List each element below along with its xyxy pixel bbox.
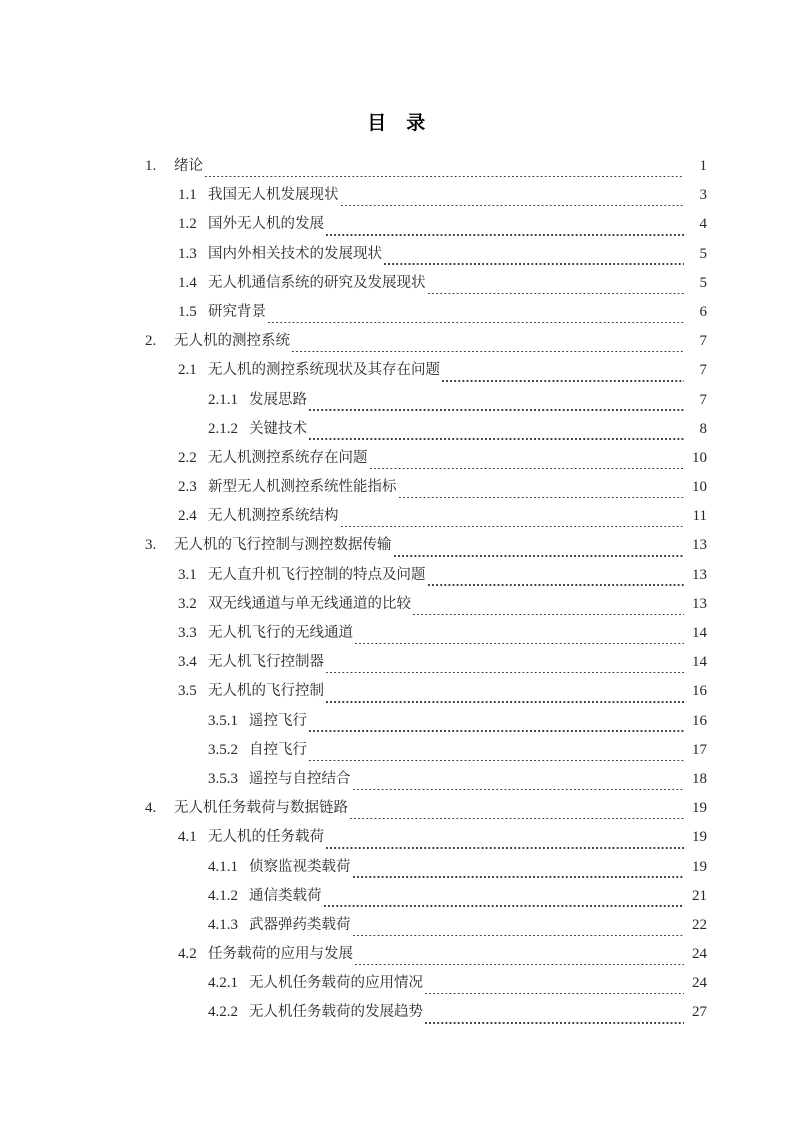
toc-leader-dots bbox=[428, 293, 685, 294]
toc-entry-page-number: 17 bbox=[692, 741, 707, 758]
toc-entry[interactable] bbox=[0, 502, 793, 531]
toc-leader-dots bbox=[309, 438, 684, 439]
toc-entry-number: 2.4 bbox=[178, 508, 197, 525]
toc-entry-label: 任务载荷的应用与发展 bbox=[208, 946, 353, 963]
toc-entry-label: 遥控飞行 bbox=[249, 712, 307, 729]
toc-entry-label: 无人机任务载荷的发展趋势 bbox=[249, 1004, 423, 1021]
toc-leader-dots bbox=[384, 263, 684, 264]
toc-entry-number: 4.1.1 bbox=[208, 858, 238, 875]
toc-entry[interactable] bbox=[0, 998, 793, 1027]
toc-entry-page-number: 1 bbox=[699, 158, 707, 174]
toc-entry[interactable] bbox=[0, 765, 793, 794]
table-of-contents bbox=[0, 152, 793, 1028]
toc-leader-dots bbox=[355, 964, 684, 965]
toc-entry-number: 1.1 bbox=[178, 187, 197, 204]
toc-entry-number: 1.3 bbox=[178, 245, 197, 262]
toc-entry[interactable] bbox=[0, 911, 793, 940]
toc-entry[interactable] bbox=[0, 940, 793, 969]
toc-entry-number: 1.4 bbox=[178, 274, 197, 291]
toc-entry-page-number: 24 bbox=[692, 975, 707, 992]
toc-entry-number: 4. bbox=[145, 800, 157, 817]
toc-entry-page-number: 13 bbox=[692, 537, 707, 554]
toc-entry-label: 通信类载荷 bbox=[249, 887, 322, 904]
toc-entry-page-number: 13 bbox=[692, 566, 707, 583]
toc-leader-dots bbox=[326, 847, 684, 848]
toc-entry-page-number: 27 bbox=[692, 1004, 707, 1021]
toc-entry-page-number: 6 bbox=[699, 303, 707, 320]
toc-entry-page-number: 19 bbox=[692, 800, 707, 817]
toc-entry-page-number: 24 bbox=[692, 946, 707, 963]
toc-entry[interactable] bbox=[0, 794, 793, 823]
toc-entry-page-number: 18 bbox=[692, 770, 707, 787]
toc-entry[interactable] bbox=[0, 823, 793, 852]
toc-entry-label: 国外无人机的发展 bbox=[208, 216, 324, 233]
toc-entry-label: 新型无人机测控系统性能指标 bbox=[208, 479, 397, 496]
toc-entry-label: 无人机的飞行控制 bbox=[208, 683, 324, 700]
toc-entry-page-number: 19 bbox=[692, 858, 707, 875]
page-title: 目 录 bbox=[367, 113, 426, 134]
toc-entry-label: 无人机的测控系统现状及其存在问题 bbox=[208, 362, 440, 379]
toc-entry[interactable] bbox=[0, 152, 793, 181]
toc-entry-number: 4.1.2 bbox=[208, 887, 238, 904]
toc-leader-dots bbox=[341, 526, 685, 527]
toc-entry-label: 无人机的任务载荷 bbox=[208, 829, 324, 846]
toc-leader-dots bbox=[326, 234, 684, 235]
toc-entry-number: 2.1 bbox=[178, 362, 197, 379]
toc-leader-dots bbox=[268, 322, 684, 323]
toc-entry-number: 1. bbox=[145, 158, 157, 174]
toc-leader-dots bbox=[442, 380, 684, 381]
toc-entry[interactable] bbox=[0, 619, 793, 648]
toc-leader-dots bbox=[350, 818, 684, 819]
toc-entry-number: 2. bbox=[145, 333, 157, 350]
toc-leader-dots bbox=[355, 643, 684, 644]
toc-entry[interactable] bbox=[0, 736, 793, 765]
toc-leader-dots bbox=[309, 760, 684, 761]
toc-entry-label: 武器弹药类载荷 bbox=[249, 916, 351, 933]
toc-entry-page-number: 16 bbox=[692, 712, 707, 729]
toc-entry-label: 无人直升机飞行控制的特点及问题 bbox=[208, 566, 426, 583]
toc-entry-label: 双无线通道与单无线通道的比较 bbox=[208, 595, 411, 612]
toc-entry[interactable] bbox=[0, 444, 793, 473]
toc-entry-page-number: 11 bbox=[692, 508, 707, 525]
toc-entry-label: 发展思路 bbox=[249, 391, 307, 408]
toc-entry[interactable] bbox=[0, 240, 793, 269]
toc-entry-label: 无人机测控系统结构 bbox=[208, 508, 339, 525]
toc-entry-label: 无人机的测控系统 bbox=[174, 333, 290, 350]
toc-entry-number: 3.5.1 bbox=[208, 712, 238, 729]
toc-entry-number: 3.5 bbox=[178, 683, 197, 700]
toc-entry-page-number: 7 bbox=[699, 391, 707, 408]
toc-entry-number: 1.2 bbox=[178, 216, 197, 233]
toc-entry-label: 无人机任务载荷的应用情况 bbox=[249, 975, 423, 992]
toc-entry-page-number: 5 bbox=[699, 245, 707, 262]
toc-entry[interactable] bbox=[0, 473, 793, 502]
toc-entry-number: 3.2 bbox=[178, 595, 197, 612]
toc-entry-page-number: 21 bbox=[692, 887, 707, 904]
toc-entry-page-number: 4 bbox=[699, 216, 707, 233]
toc-entry-page-number: 10 bbox=[692, 449, 707, 466]
toc-entry-number: 4.2.1 bbox=[208, 975, 238, 992]
toc-entry[interactable] bbox=[0, 269, 793, 298]
toc-entry-label: 关键技术 bbox=[249, 420, 307, 437]
toc-entry[interactable] bbox=[0, 882, 793, 911]
toc-entry-number: 4.2 bbox=[178, 946, 197, 963]
toc-leader-dots bbox=[309, 409, 684, 410]
toc-entry[interactable] bbox=[0, 298, 793, 327]
toc-entry-page-number: 5 bbox=[699, 274, 707, 291]
toc-entry-label: 无人机飞行控制器 bbox=[208, 654, 324, 671]
toc-entry-label: 无人机任务载荷与数据链路 bbox=[174, 800, 348, 817]
toc-entry[interactable] bbox=[0, 677, 793, 706]
toc-entry-label: 研究背景 bbox=[208, 303, 266, 320]
toc-entry-label: 无人机飞行的无线通道 bbox=[208, 625, 353, 641]
toc-entry[interactable] bbox=[0, 853, 793, 882]
toc-entry[interactable] bbox=[0, 415, 793, 444]
toc-entry[interactable] bbox=[0, 181, 793, 210]
toc-entry-page-number: 10 bbox=[692, 479, 707, 496]
toc-entry-page-number: 22 bbox=[692, 916, 707, 933]
toc-entry-number: 2.3 bbox=[178, 479, 197, 496]
toc-entry-page-number: 7 bbox=[699, 333, 707, 350]
toc-entry[interactable] bbox=[0, 531, 793, 560]
toc-entry-number: 3.5.3 bbox=[208, 770, 238, 787]
toc-entry-page-number: 14 bbox=[692, 625, 707, 641]
toc-entry[interactable] bbox=[0, 210, 793, 239]
toc-entry-number: 1.5 bbox=[178, 303, 197, 320]
toc-leader-dots bbox=[292, 351, 684, 352]
toc-leader-dots bbox=[341, 205, 685, 206]
toc-entry-number: 4.2.2 bbox=[208, 1004, 238, 1021]
toc-leader-dots bbox=[413, 614, 684, 615]
toc-entry-number: 3. bbox=[145, 537, 157, 554]
toc-entry-label: 自控飞行 bbox=[249, 741, 307, 758]
toc-leader-dots bbox=[425, 1022, 684, 1023]
toc-entry-page-number: 7 bbox=[699, 362, 707, 379]
toc-entry[interactable] bbox=[0, 969, 793, 998]
toc-leader-dots bbox=[370, 468, 685, 469]
toc-leader-dots bbox=[205, 176, 684, 177]
toc-leader-dots bbox=[425, 993, 684, 994]
toc-entry[interactable] bbox=[0, 648, 793, 677]
toc-entry-label: 无人机的飞行控制与测控数据传输 bbox=[174, 537, 392, 554]
toc-entry-number: 2.2 bbox=[178, 449, 197, 466]
toc-entry-page-number: 8 bbox=[699, 420, 707, 437]
toc-entry-page-number: 19 bbox=[692, 829, 707, 846]
toc-entry-number: 3.5.2 bbox=[208, 741, 238, 758]
toc-entry[interactable] bbox=[0, 356, 793, 385]
toc-entry-page-number: 14 bbox=[692, 654, 707, 671]
toc-entry-number: 3.4 bbox=[178, 654, 197, 671]
toc-entry-label: 国内外相关技术的发展现状 bbox=[208, 245, 382, 262]
toc-entry-page-number: 13 bbox=[692, 595, 707, 612]
toc-leader-dots bbox=[326, 672, 684, 673]
toc-entry[interactable] bbox=[0, 327, 793, 356]
toc-entry-page-number: 16 bbox=[692, 683, 707, 700]
toc-entry-label: 遥控与自控结合 bbox=[249, 770, 351, 787]
toc-entry-label: 侦察监视类载荷 bbox=[249, 858, 351, 875]
toc-entry-number: 2.1.1 bbox=[208, 391, 238, 408]
toc-entry[interactable] bbox=[0, 386, 793, 415]
toc-entry-page-number: 3 bbox=[699, 187, 707, 204]
toc-entry[interactable] bbox=[0, 590, 793, 619]
toc-leader-dots bbox=[428, 584, 685, 585]
toc-entry-number: 4.1 bbox=[178, 829, 197, 846]
toc-entry-label: 无人机通信系统的研究及发展现状 bbox=[208, 274, 426, 291]
toc-entry-label: 无人机测控系统存在问题 bbox=[208, 449, 368, 466]
toc-entry-number: 3.3 bbox=[178, 625, 197, 641]
toc-leader-dots bbox=[353, 789, 685, 790]
toc-leader-dots bbox=[353, 935, 685, 936]
toc-entry-number: 2.1.2 bbox=[208, 420, 238, 437]
toc-leader-dots bbox=[309, 730, 684, 731]
toc-entry[interactable] bbox=[0, 707, 793, 736]
toc-leader-dots bbox=[394, 555, 685, 556]
toc-leader-dots bbox=[324, 905, 685, 906]
toc-entry[interactable] bbox=[0, 561, 793, 590]
toc-leader-dots bbox=[399, 497, 685, 498]
toc-entry-label: 绪论 bbox=[174, 158, 203, 174]
toc-entry-number: 4.1.3 bbox=[208, 916, 238, 933]
toc-entry-label: 我国无人机发展现状 bbox=[208, 187, 339, 204]
toc-leader-dots bbox=[326, 701, 684, 702]
toc-leader-dots bbox=[353, 876, 685, 877]
toc-entry-number: 3.1 bbox=[178, 566, 197, 583]
